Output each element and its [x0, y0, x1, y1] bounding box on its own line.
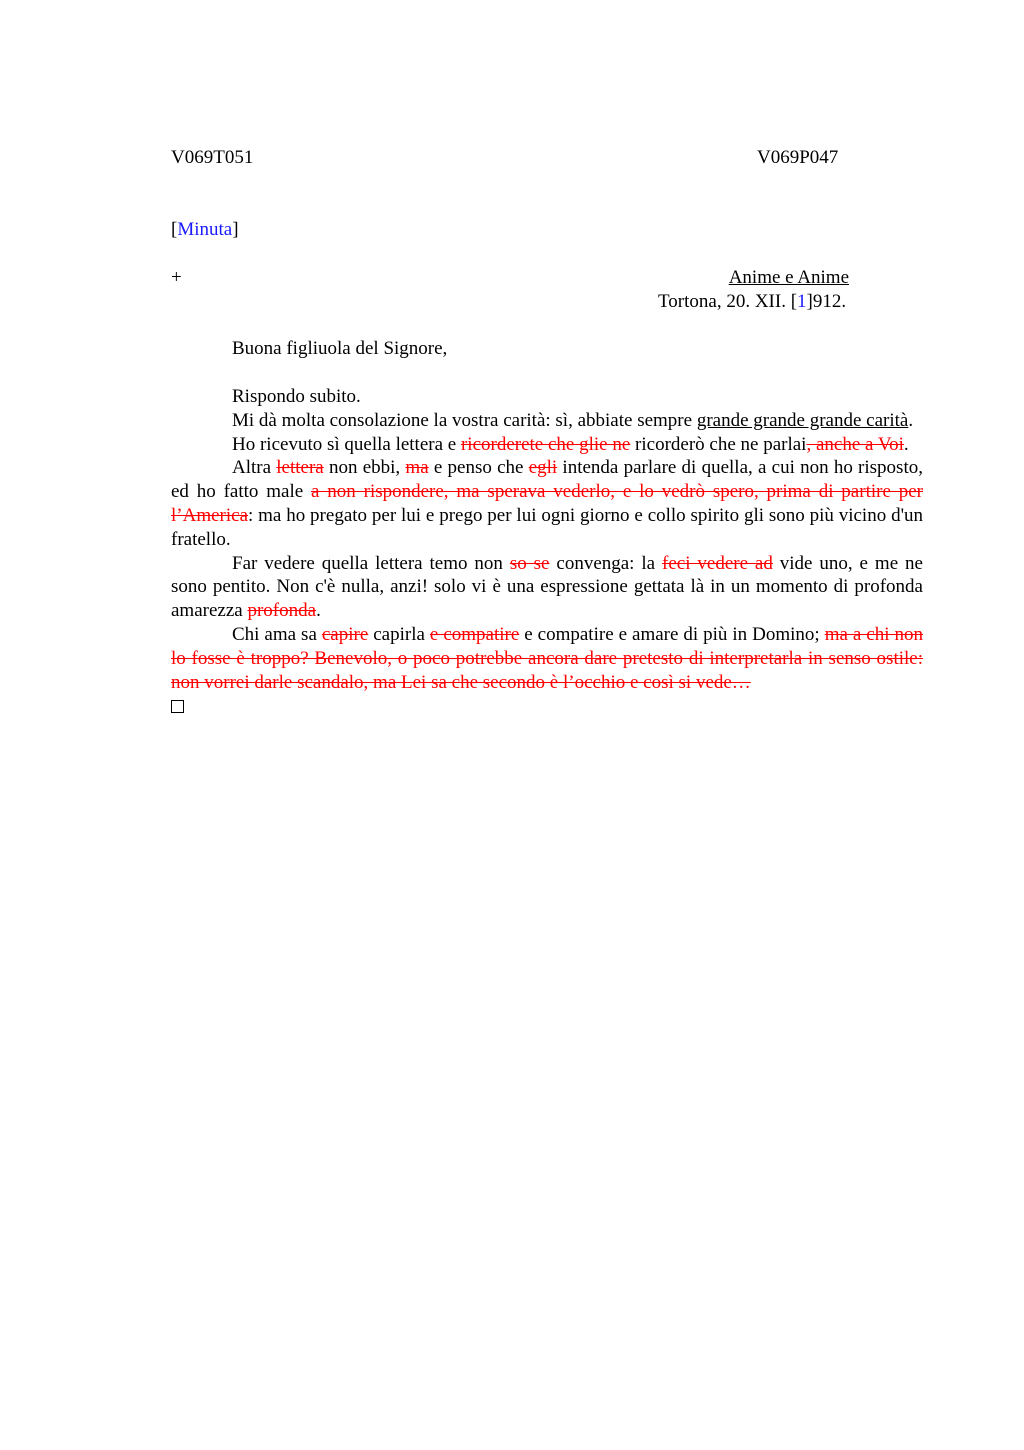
place-date-prefix: Tortona, 20. XII. [ — [658, 291, 798, 312]
text-run: intenda parlare di quella, a cui non ho risposto, ed ho fatto male — [171, 457, 923, 503]
deleted-text: ma — [405, 457, 429, 479]
deleted-text: ricorderete che glie ne — [460, 433, 631, 455]
text-run: Altra — [232, 457, 277, 479]
minuta-text: Minuta — [177, 219, 233, 240]
salutation: Buona figliuola del Signore, — [232, 338, 448, 359]
text-run: Far vedere quella lettera temo non — [232, 552, 510, 574]
text-run: Rispondo subito. — [232, 386, 361, 407]
minuta-open-bracket: [ — [171, 219, 178, 240]
paragraph-1 — [171, 385, 923, 409]
text-run: . — [908, 409, 914, 431]
letter-body — [171, 385, 923, 720]
text-run: . — [316, 600, 321, 622]
text-run: non ebbi, — [323, 457, 406, 479]
deleted-text: e compatire — [429, 623, 520, 645]
text-run: Chi ama sa — [232, 623, 322, 645]
underlined-text: grande grande grande carità — [696, 409, 909, 431]
paragraph-3 — [171, 433, 923, 457]
motto: Anime e Anime — [728, 267, 849, 288]
text-run: . — [903, 433, 909, 455]
deleted-text: profonda — [247, 600, 317, 622]
document-code-right: V069P047 — [757, 147, 839, 168]
place-date — [658, 290, 846, 314]
text-run: Ho ricevuto sì quella lettera e — [232, 433, 461, 455]
deleted-text: capire — [321, 623, 369, 645]
place-date-suffix: ]912. — [806, 291, 847, 312]
text-run: ricorderò che ne parlai — [630, 433, 807, 455]
deleted-text: feci vedere ad — [662, 552, 773, 574]
text-run: vide uno, e me ne sono pentito. Non c'è nulla, anzi! solo vi è una espressione gettata là in un momento di profonda amarezza — [171, 552, 923, 622]
minuta-label — [171, 218, 239, 242]
document-code-left: V069T051 — [171, 147, 254, 168]
end-square-icon — [171, 700, 184, 713]
date-editorial-digit: 1 — [797, 291, 807, 312]
deleted-text: so se — [509, 552, 550, 574]
paragraph-2 — [171, 409, 923, 433]
end-mark-box — [171, 694, 923, 720]
minuta-close-bracket: ] — [232, 219, 239, 240]
cross-mark: + — [171, 267, 182, 288]
deleted-text: a non rispondere, ma sperava vederlo, e lo vedrò spero, prima di partire per l’America — [171, 481, 923, 526]
text-run: convenga: la — [549, 552, 662, 574]
text-run: Mi dà molta consolazione la vostra carità: sì, abbiate sempre — [232, 409, 697, 431]
paragraph-4 — [171, 456, 923, 551]
paragraph-5 — [171, 552, 923, 623]
letter-page — [171, 0, 923, 1450]
text-run: e compatire e amare di più in Domino; — [519, 623, 825, 645]
deleted-text: egli — [528, 457, 558, 479]
deleted-text: , anche a Voi — [806, 433, 904, 455]
text-run: e penso che — [428, 457, 529, 479]
text-run: capirla — [368, 623, 430, 645]
paragraph-6 — [171, 623, 923, 694]
deleted-text: ma a chi non lo fosse è troppo? Benevolo, o poco potrebbe ancora dare pretesto di interpretarla in senso ostile: non vorrei darle scandalo, ma Lei sa che secondo è l’occhio e così si vede… — [171, 623, 923, 693]
deleted-text: lettera — [276, 457, 324, 479]
text-run: : ma ho pregato per lui e prego per lui ogni giorno e collo spirito gli sono più vicino d'un fratello. — [171, 504, 923, 550]
